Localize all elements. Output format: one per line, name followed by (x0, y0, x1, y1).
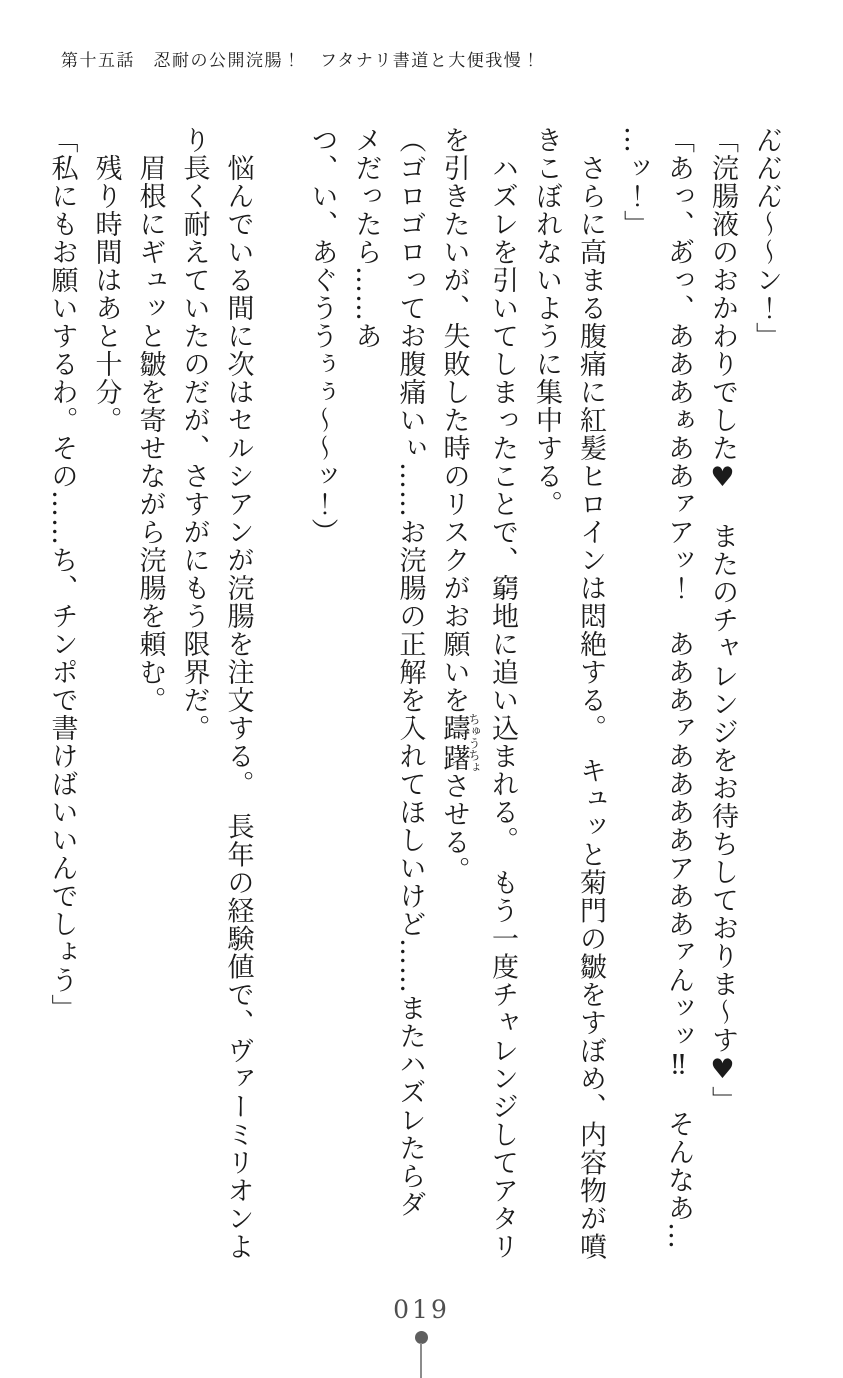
text-line: 悩んでいる間に次はセルシアンが浣腸を注文する。 長年の経験値で、ヴァーミリオンよ (222, 126, 254, 1261)
text-line: ん゙ん゙ん゙～～ン！」 (751, 126, 782, 350)
text-line: （ゴロゴロってお腹痛いぃ……お浣腸の正解を入れてほしいけど……またハズレたらダ (394, 126, 426, 1218)
text-line: を引きたいが、失敗した時のリスクがお願いを躊躇ちゅうちょさせる。 (438, 126, 481, 884)
text-line: 残り時間はあと十分。 (90, 126, 122, 434)
ruby-annotated-word: 躊躇ちゅうちょ (438, 713, 481, 773)
text-line: つ、い、あぐううぅぅ～～ッ！） (306, 126, 338, 546)
chapter-header: 第十五話 忍耐の公開浣腸！ フタナリ書道と大便我慢！ (61, 51, 541, 71)
text-line: ハズレを引いてしまったことで、窮地に追い込まれる。 もう一度チャレンジしてアタリ (487, 126, 518, 1261)
novel-text (40, 126, 789, 1266)
text-line: …ッ！」 (619, 126, 650, 238)
text-line: きこぼれないように集中する。 (531, 126, 562, 518)
text-line: メだったら……あ (350, 126, 382, 350)
page-number: 019 (393, 1295, 450, 1324)
text-line: 「浣腸液のおかわりでした♥ またのチャレンジをお待ちしておりま～す♥」 (707, 126, 738, 1114)
text-line: 「私にもお願いするわ。その……ち、チンポで書けばいいんでしょう」 (46, 126, 78, 1022)
text-line: 「あっ、あ゙っ、あああぁああァアッ！ あああァああああアああァんッッ‼ そんなあ… (663, 126, 694, 1250)
text-line: さらに高まる腹痛に紅髪ヒロインは悶絶する。 キュッと菊門の皺をすぼめ、内容物が噴 (575, 126, 606, 1261)
text-line: り長く耐えていたのだが、さすがにもう限界だ。 (178, 126, 210, 742)
text-line: 眉根にギュッと皺を寄せながら浣腸を頼む。 (134, 126, 166, 714)
footer-rule (420, 1343, 422, 1378)
